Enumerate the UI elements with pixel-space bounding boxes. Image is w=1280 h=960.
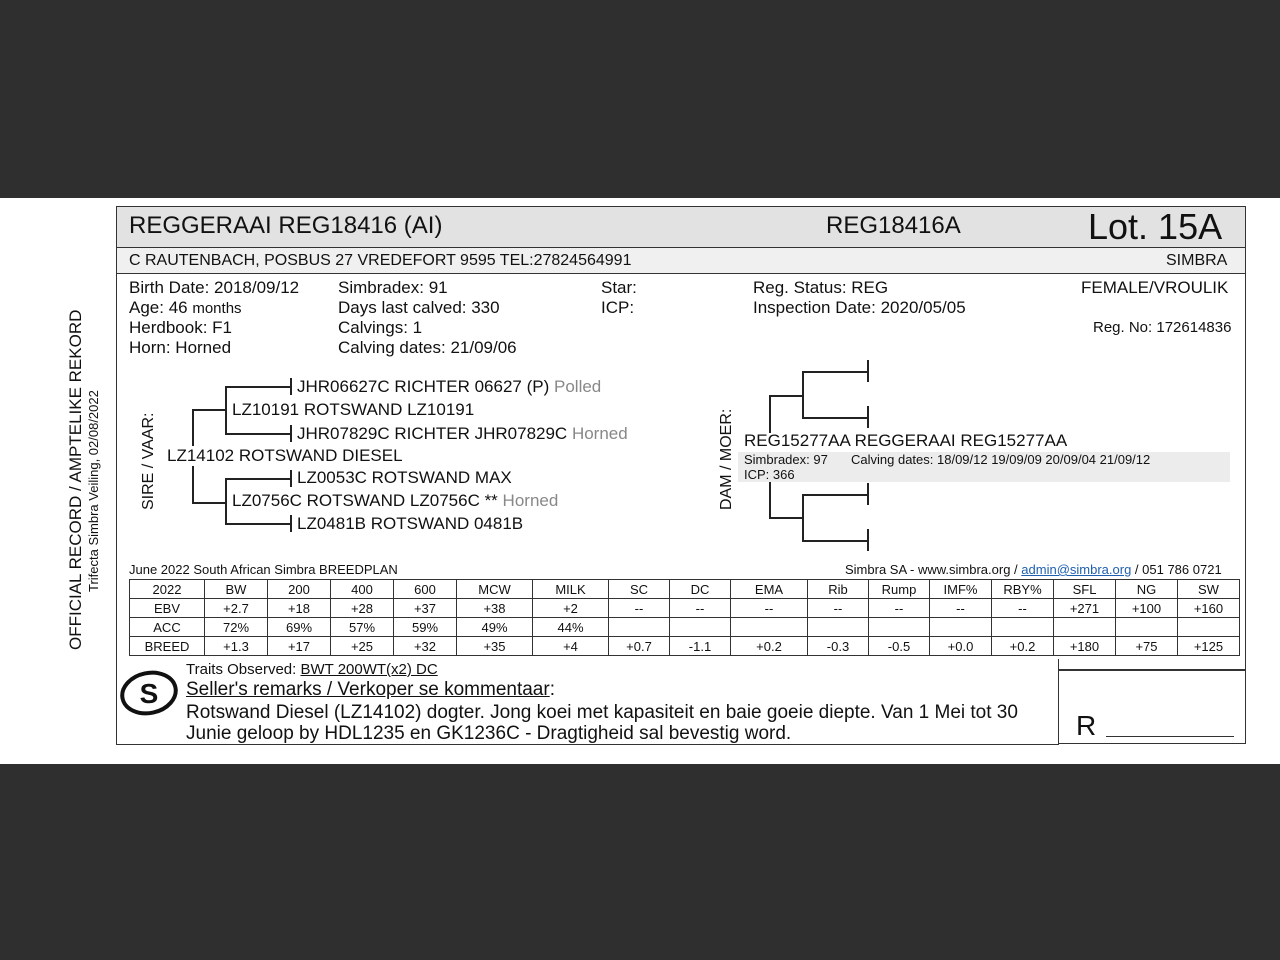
table-cell: +32 <box>394 637 457 656</box>
table-cell: +180 <box>1054 637 1116 656</box>
table-cell: 59% <box>394 618 457 637</box>
r-label: R <box>1076 710 1097 741</box>
breedplan-title: June 2022 South African Simbra BREEDPLAN <box>129 562 398 577</box>
table-cell <box>731 618 808 637</box>
table-cell: +0.7 <box>609 637 670 656</box>
table-cell: +125 <box>1178 637 1240 656</box>
inspection-date: Inspection Date: 2020/05/05 <box>753 298 966 317</box>
table-cell <box>1054 618 1116 637</box>
sd-note: Horned <box>502 491 559 510</box>
table-cell <box>992 618 1054 637</box>
sire-bracket-top <box>192 409 226 411</box>
table-cell: +18 <box>268 599 331 618</box>
r-box-top <box>1058 669 1246 671</box>
sire-sire: LZ10191 ROTSWAND LZ10191 <box>232 400 475 419</box>
age-value: Age: 46 <box>129 298 188 317</box>
table-cell: +37 <box>394 599 457 618</box>
table-cell: EBV <box>130 599 205 618</box>
table-header-cell: DC <box>670 580 731 599</box>
calving-dates: Calving dates: 21/09/06 <box>338 338 517 357</box>
official-record-label: OFFICIAL RECORD / AMPTELIKE REKORD <box>66 309 85 650</box>
table-header-cell: RBY% <box>992 580 1054 599</box>
dam-upper-stem <box>769 395 771 433</box>
dam-dd-line <box>802 540 868 542</box>
table-cell: +17 <box>268 637 331 656</box>
animal-code: REG18416A <box>826 212 961 239</box>
table-cell <box>808 618 869 637</box>
ssd-note: Horned <box>571 424 628 443</box>
dam-ss-line <box>802 371 868 373</box>
table-cell: ACC <box>130 618 205 637</box>
table-cell: +25 <box>331 637 394 656</box>
sds-tick <box>290 470 292 487</box>
table-cell: +2.7 <box>205 599 268 618</box>
remarks-line-1: Rotswand Diesel (LZ14102) dogter. Jong koei met kapasiteit en baie goeie diepte. Van 1 Mei tot 30 <box>186 702 1018 723</box>
sire-dam <box>232 491 558 511</box>
calvings: Calvings: 1 <box>338 318 423 337</box>
sss-tick <box>290 378 292 395</box>
owner-details: C RAUTENBACH, POSBUS 27 VREDEFORT 9595 TEL:27824564991 <box>129 252 632 269</box>
table-cell: -- <box>670 599 731 618</box>
table-header-row <box>130 580 1240 599</box>
ss-bracket <box>225 386 227 434</box>
breedplan-table <box>129 579 1240 656</box>
sale-label: Trifecta Simbra Veiling, 02/08/2022 <box>86 390 101 592</box>
table-cell: 57% <box>331 618 394 637</box>
table-cell: -- <box>930 599 992 618</box>
horn-status: Horn: Horned <box>129 338 232 357</box>
dam-sd-tick <box>867 406 869 428</box>
table-header-cell: MILK <box>533 580 609 599</box>
herdbook: Herdbook: F1 <box>129 318 232 337</box>
table-cell <box>609 618 670 637</box>
dam-calving-dates: Calving dates: 18/09/12 19/09/09 20/09/04 21/09/12 <box>851 452 1151 467</box>
table-cell: +35 <box>457 637 533 656</box>
table-cell: +0.2 <box>731 637 808 656</box>
reg-status: Reg. Status: REG <box>753 278 889 297</box>
dam-dam-bracket <box>802 494 804 541</box>
table-row-acc <box>130 618 1240 637</box>
ss-bracket-bottom <box>225 433 291 435</box>
table-cell: -1.1 <box>670 637 731 656</box>
traits-value: BWT 200WT(x2) DC <box>300 661 438 678</box>
remarks-colon: : <box>549 679 555 700</box>
logo-letter: S <box>139 678 159 709</box>
table-cell: +100 <box>1116 599 1178 618</box>
sire-name: LZ14102 ROTSWAND DIESEL <box>167 446 403 465</box>
table-header-cell: 2022 <box>130 580 205 599</box>
contact-site: Simbra SA - www.simbra.org / <box>845 562 1018 577</box>
dam-simbradex: Simbradex: 97 <box>744 452 828 467</box>
table-cell: +38 <box>457 599 533 618</box>
traits-observed <box>186 661 438 678</box>
breed-label: SIMBRA <box>1166 252 1228 269</box>
table-header-cell: EMA <box>731 580 808 599</box>
table-cell: -- <box>609 599 670 618</box>
sex-label: FEMALE/VROULIK <box>1081 278 1229 297</box>
dam-sire-bracket <box>802 371 804 418</box>
breedplan-contact <box>845 562 1222 577</box>
table-cell: -0.3 <box>808 637 869 656</box>
table-header-cell: 400 <box>331 580 394 599</box>
traits-label: Traits Observed: <box>186 661 297 678</box>
table-header-cell: NG <box>1116 580 1178 599</box>
dam-icp: ICP: 366 <box>744 467 795 482</box>
dam-ds-tick <box>867 483 869 505</box>
sd-bracket <box>225 478 227 524</box>
dam-name: REG15277AA REGGERAAI REG15277AA <box>744 431 1068 450</box>
table-row-ebv <box>130 599 1240 618</box>
table-cell: -- <box>731 599 808 618</box>
sire-sire-sire <box>297 377 601 397</box>
simbradex: Simbradex: 91 <box>338 278 448 297</box>
table-cell: 49% <box>457 618 533 637</box>
table-cell: +4 <box>533 637 609 656</box>
age-unit: months <box>192 300 242 317</box>
icp-label: ICP: <box>601 298 635 317</box>
table-cell: +75 <box>1116 637 1178 656</box>
table-cell: +160 <box>1178 599 1240 618</box>
table-header-cell: BW <box>205 580 268 599</box>
dam-ds-line <box>802 494 868 496</box>
dam-label: DAM / MOER: <box>718 408 735 510</box>
table-header-cell: Rump <box>869 580 930 599</box>
sire-dam-sire: LZ0053C ROTSWAND MAX <box>297 468 512 487</box>
sd-bracket-bottom <box>225 523 291 525</box>
dam-lower-link <box>769 517 803 519</box>
ssd-name: JHR07829C RICHTER JHR07829C <box>297 424 568 443</box>
table-header-cell: SFL <box>1054 580 1116 599</box>
remarks-title <box>186 679 555 701</box>
table-cell: +0.0 <box>930 637 992 656</box>
table-header-cell: Rib <box>808 580 869 599</box>
table-header-cell: IMF% <box>930 580 992 599</box>
table-cell: -- <box>808 599 869 618</box>
sire-bracket-bottom <box>192 502 226 504</box>
table-cell: -- <box>992 599 1054 618</box>
simbra-logo-icon <box>118 668 180 718</box>
r-signature-line <box>1106 736 1234 737</box>
sd-name: LZ0756C ROTSWAND LZ0756C ** <box>232 491 498 510</box>
sire-dam-dam: LZ0481B ROTSWAND 0481B <box>297 514 524 533</box>
table-cell: 69% <box>268 618 331 637</box>
table-cell: +2 <box>533 599 609 618</box>
table-cell: 44% <box>533 618 609 637</box>
animal-name: REGGERAAI REG18416 (AI) <box>129 212 443 239</box>
table-cell: 72% <box>205 618 268 637</box>
table-header-cell: SW <box>1178 580 1240 599</box>
star-label: Star: <box>601 278 637 297</box>
table-cell: BREED <box>130 637 205 656</box>
table-cell <box>869 618 930 637</box>
remarks-line-2: Junie geloop by HDL1235 en GK1236C - Dragtigheid sal bevestig word. <box>186 723 792 744</box>
sire-sire-dam <box>297 424 628 444</box>
sdd-tick <box>290 515 292 532</box>
table-cell <box>670 618 731 637</box>
table-header-cell: MCW <box>457 580 533 599</box>
table-cell <box>1178 618 1240 637</box>
dam-dd-tick <box>867 529 869 551</box>
table-cell: +271 <box>1054 599 1116 618</box>
sss-note: Polled <box>554 377 602 396</box>
table-cell: +1.3 <box>205 637 268 656</box>
sss-name: JHR06627C RICHTER 06627 (P) <box>297 377 550 396</box>
dam-ss-tick <box>867 360 869 382</box>
table-row-breed <box>130 637 1240 656</box>
sd-bracket-top <box>225 478 291 480</box>
table-header-cell: 600 <box>394 580 457 599</box>
dam-sd-line <box>802 417 868 419</box>
table-cell: -0.5 <box>869 637 930 656</box>
contact-email-link[interactable]: admin@simbra.org <box>1021 562 1132 577</box>
table-header-cell: SC <box>609 580 670 599</box>
birth-date: Birth Date: 2018/09/12 <box>129 278 300 297</box>
table-cell: -- <box>869 599 930 618</box>
ss-bracket-top <box>225 386 291 388</box>
table-cell: +0.2 <box>992 637 1054 656</box>
sire-label: SIRE / VAAR: <box>140 412 157 510</box>
table-cell <box>1116 618 1178 637</box>
dam-upper-link <box>769 395 803 397</box>
table-cell: +28 <box>331 599 394 618</box>
table-header-cell: 200 <box>268 580 331 599</box>
table-cell <box>930 618 992 637</box>
ssd-tick <box>290 425 292 442</box>
lot-number: Lot. 15A <box>1088 206 1223 247</box>
reg-number: Reg. No: 172614836 <box>1093 319 1232 336</box>
dam-lower-stem <box>769 482 771 518</box>
days-last-calved: Days last calved: 330 <box>338 298 500 317</box>
remarks-title-text: Seller's remarks / Verkoper se kommentaar <box>186 679 550 700</box>
age <box>129 298 242 318</box>
contact-phone: / 051 786 0721 <box>1134 562 1222 577</box>
